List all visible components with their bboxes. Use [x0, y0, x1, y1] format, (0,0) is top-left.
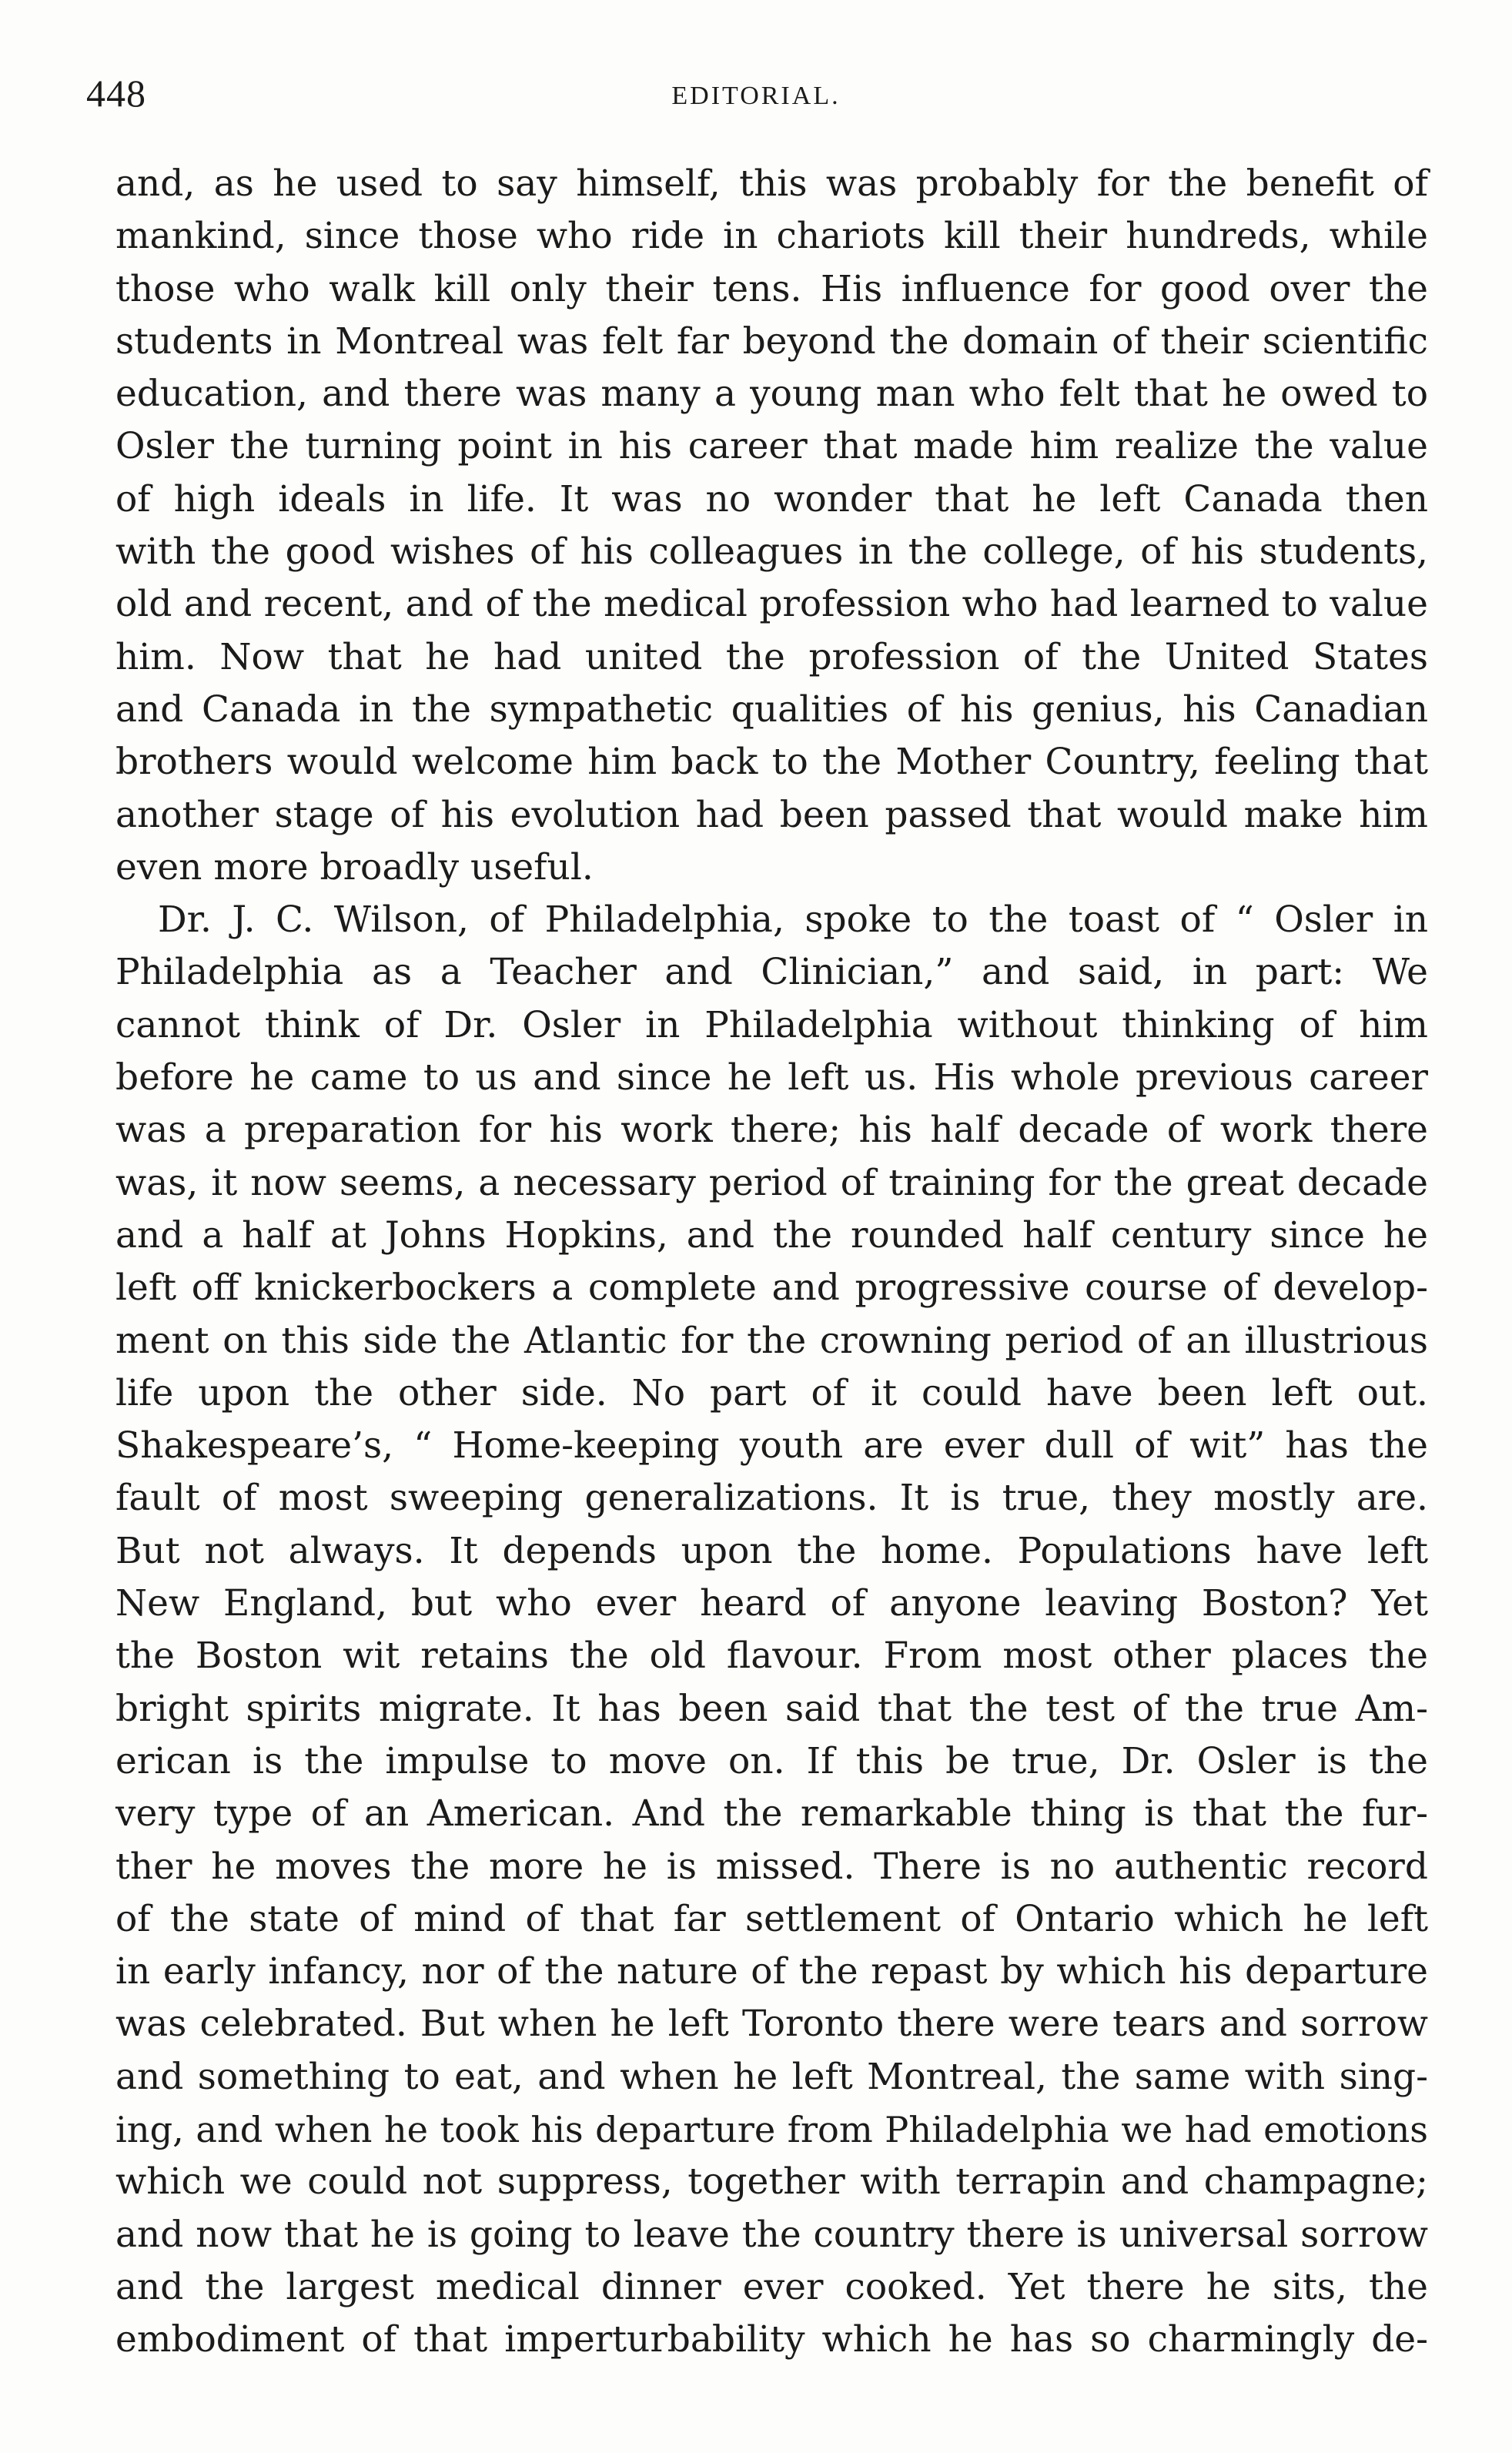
- text-line: and a half at Johns Hopkins, and the rounded half century since he: [115, 1213, 1428, 1257]
- text-line: Dr. J. C. Wilson, of Philadelphia, spoke to the toast of “ Osler in: [158, 899, 1428, 942]
- text-line: fault of most sweeping generalizations. It is true, they mostly are.: [115, 1477, 1428, 1520]
- text-line: was, it now seems, a necessary period of training for the great decade: [115, 1161, 1428, 1204]
- text-line: old and recent, and of the medical profession who had learned to value: [115, 583, 1428, 626]
- text-line: But not always. It depends upon the home. Populations have left: [115, 1529, 1428, 1572]
- text-line: education, and there was many a young man who felt that he owed to: [115, 373, 1428, 416]
- text-line: Shakespeare’s, “ Home-keeping youth are ever dull of wit” has the: [115, 1424, 1428, 1467]
- body-text: [115, 158, 1428, 2366]
- text-line: which we could not suppress, together with terrapin and champagne;: [115, 2160, 1428, 2204]
- text-line: and the largest medical dinner ever cooked. Yet there he sits, the: [115, 2265, 1428, 2308]
- text-line: was a preparation for his work there; his half decade of work there: [115, 1109, 1428, 1152]
- text-line: those who walk kill only their tens. His influence for good over the: [115, 267, 1428, 310]
- text-line: of high ideals in life. It was no wonder that he left Canada then: [115, 477, 1428, 520]
- text-line: of the state of mind of that far settlement of Ontario which he left: [115, 1897, 1428, 1940]
- page-number: 448: [86, 72, 146, 115]
- text-line: the Boston wit retains the old flavour. From most other places the: [115, 1635, 1428, 1678]
- text-line: was celebrated. But when he left Toronto there were tears and sorrow: [115, 2003, 1428, 2046]
- text-line: embodiment of that imperturbability which he has so charmingly de-: [115, 2318, 1428, 2361]
- text-line: life upon the other side. No part of it could have been left out.: [115, 1371, 1428, 1414]
- text-line: erican is the impulse to move on. If this be true, Dr. Osler is the: [115, 1739, 1428, 1782]
- text-line: bright spirits migrate. It has been said that the test of the true Am-: [115, 1687, 1428, 1730]
- text-line: very type of an American. And the remarkable thing is that the fur-: [115, 1792, 1428, 1836]
- text-line: New England, but who ever heard of anyone leaving Boston? Yet: [115, 1582, 1428, 1625]
- text-line: brothers would welcome him back to the Mother Country, feeling that: [115, 741, 1428, 784]
- text-line: Philadelphia as a Teacher and Clinician,” and said, in part: We: [115, 951, 1428, 994]
- text-line: cannot think of Dr. Osler in Philadelphia without thinking of him: [115, 1003, 1428, 1046]
- text-line: and, as he used to say himself, this was probably for the benefit of: [115, 162, 1428, 205]
- text-line: left off knickerbockers a complete and progressive course of develop-: [115, 1267, 1428, 1310]
- text-line: Osler the turning point in his career that made him realize the value: [115, 425, 1428, 468]
- text-line: ther he moves the more he is missed. There is no authentic record: [115, 1845, 1428, 1888]
- text-line: and something to eat, and when he left Montreal, the same with sing-: [115, 2055, 1428, 2098]
- text-line: ment on this side the Atlantic for the crowning period of an illustrious: [115, 1319, 1428, 1362]
- text-line: him. Now that he had united the profession of the United States: [115, 635, 1428, 678]
- text-line: even more broadly useful.: [115, 845, 594, 889]
- text-line: in early infancy, nor of the nature of the repast by which his departure: [115, 1950, 1428, 1993]
- text-line: and Canada in the sympathetic qualities of his genius, his Canadian: [115, 688, 1428, 731]
- text-line: with the good wishes of his colleagues in the college, of his students,: [115, 530, 1428, 574]
- text-line: ing, and when he took his departure from Philadelphia we had emotions: [115, 2108, 1428, 2150]
- running-head: EDITORIAL.: [671, 82, 841, 110]
- text-line: and now that he is going to leave the country there is universal sorrow: [115, 2213, 1428, 2256]
- text-line: before he came to us and since he left us. His whole previous career: [115, 1056, 1428, 1099]
- text-line: mankind, since those who ride in chariots kill their hundreds, while: [115, 215, 1428, 258]
- text-line: another stage of his evolution had been passed that would make him: [115, 793, 1428, 836]
- text-line: students in Montreal was felt far beyond the domain of their scientific: [115, 320, 1428, 363]
